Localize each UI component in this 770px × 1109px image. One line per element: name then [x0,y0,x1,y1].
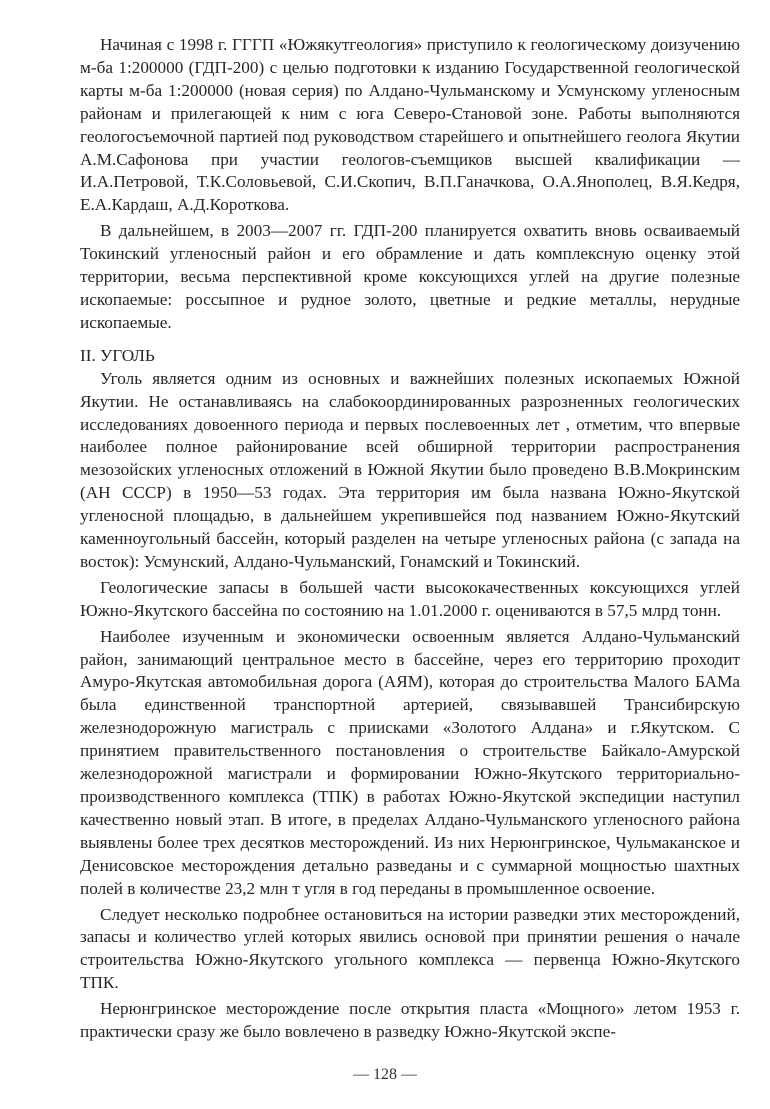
paragraph-coal-5: Нерюнгринское месторождение после открытия пласта «Мощного» летом 1953 г. практически сразу же было вовлечено в разведку Южно-Якутской экспе- [80,999,740,1042]
paragraph-intro-2: В дальнейшем, в 2003—2007 гг. ГДП-200 планируется охватить вновь осваиваемый Токинский угленосный район и его обрамление и дать комплексную оценку этой территории, весьма перспективной кроме коксующихся углей на другие полезные ископаемые: россыпное и рудное золото, цветные и редкие металлы, нерудные ископаемые. [80,221,740,332]
section-heading-coal: II. УГОЛЬ [80,345,155,365]
page-body [80,34,740,1047]
paragraph-coal-4: Следует несколько подробнее остановиться на истории разведки этих месторождений, запасы и количество углей которых явились основой при принятии решения о начале строительства Южно-Якутского угольного комплекса — первенца Южно-Якутского ТПК. [80,904,740,993]
page-number: — 128 — [353,1066,417,1083]
paragraph-coal-2: Геологические запасы в большей части высококачественных коксующихся углей Южно-Якутского бассейна по состоянию на 1.01.2000 г. оцениваются в 57,5 млрд тонн. [80,577,740,620]
paragraph-intro-1: Начиная с 1998 г. ГГГП «Южякутгеология» приступило к геологическому доизучению м-ба 1:200000 (ГДП-200) с целью подготовки к изданию Государственной геологической карты м-ба 1:200000 (новая серия) по Алдано-Чульманскому и Усмунскому угленосным районам и прилегающей к ним с юга Северо-Становой зоне. Работы выполняются геологосъемочной партией под руководством старейшего и опытнейшего геолога Якутии А.М.Сафонова при участии геологов-съемщиков высшей квалификации — И.А.Петровой, Т.К.Соловьевой, С.И.Скопич, В.П.Ганачкова, О.А.Янополец, В.Я.Кедря, Е.А.Кардаш, А.Д.Короткова. [80,35,740,215]
paragraph-coal-3: Наиболее изученным и экономически освоенным является Алдано-Чульманский район, занимающий центральное место в бассейне, через его территорию проходит Амуро-Якутская автомобильная дорога (АЯМ), которая до строительства Малого БАМа была единственной транспортной артерией, связывавшей Трансибирскую железнодорожную магистраль с приисками «Золотого Алдана» и г.Якутском. С принятием правительственного постановления о строительстве Байкало-Амурской железнодорожной магистрали и формировании Южно-Якутского территориально-производственного комплекса (ТПК) в работах Южно-Якутской экспедиции наступил качественно новый этап. В итоге, в пределах Алдано-Чульманского угленосного района выявлены более трех десятков месторождений. Из них Нерюнгринское, Чульмаканское и Денисовское месторождения детально разведаны и с суммарной мощностью шахтных полей в количестве 23,2 млн т угля в год переданы в промышленное освоение. [80,626,740,898]
paragraph-coal-1: Уголь является одним из основных и важнейших полезных ископаемых Южной Якутии. Не останавливаясь на слабокоординированных разрозненных геологических исследованиях довоенного периода и первых послевоенных лет , отметим, что впервые наиболее полное районирование всей обширной территории распространения мезозойских угленосных отложений в Южной Якутии было проведено В.В.Мокринским (АН СССР) в 1950—53 годах. Эта территория им была названа Южно-Якутской угленосной площадью, в дальнейшем укрепившейся под названием Южно-Якутский каменноугольный бассейн, который разделен на четыре угленосных района (с запада на восток): Усмунский, Алдано-Чульманский, Гонамский и Токинский. [80,368,740,571]
